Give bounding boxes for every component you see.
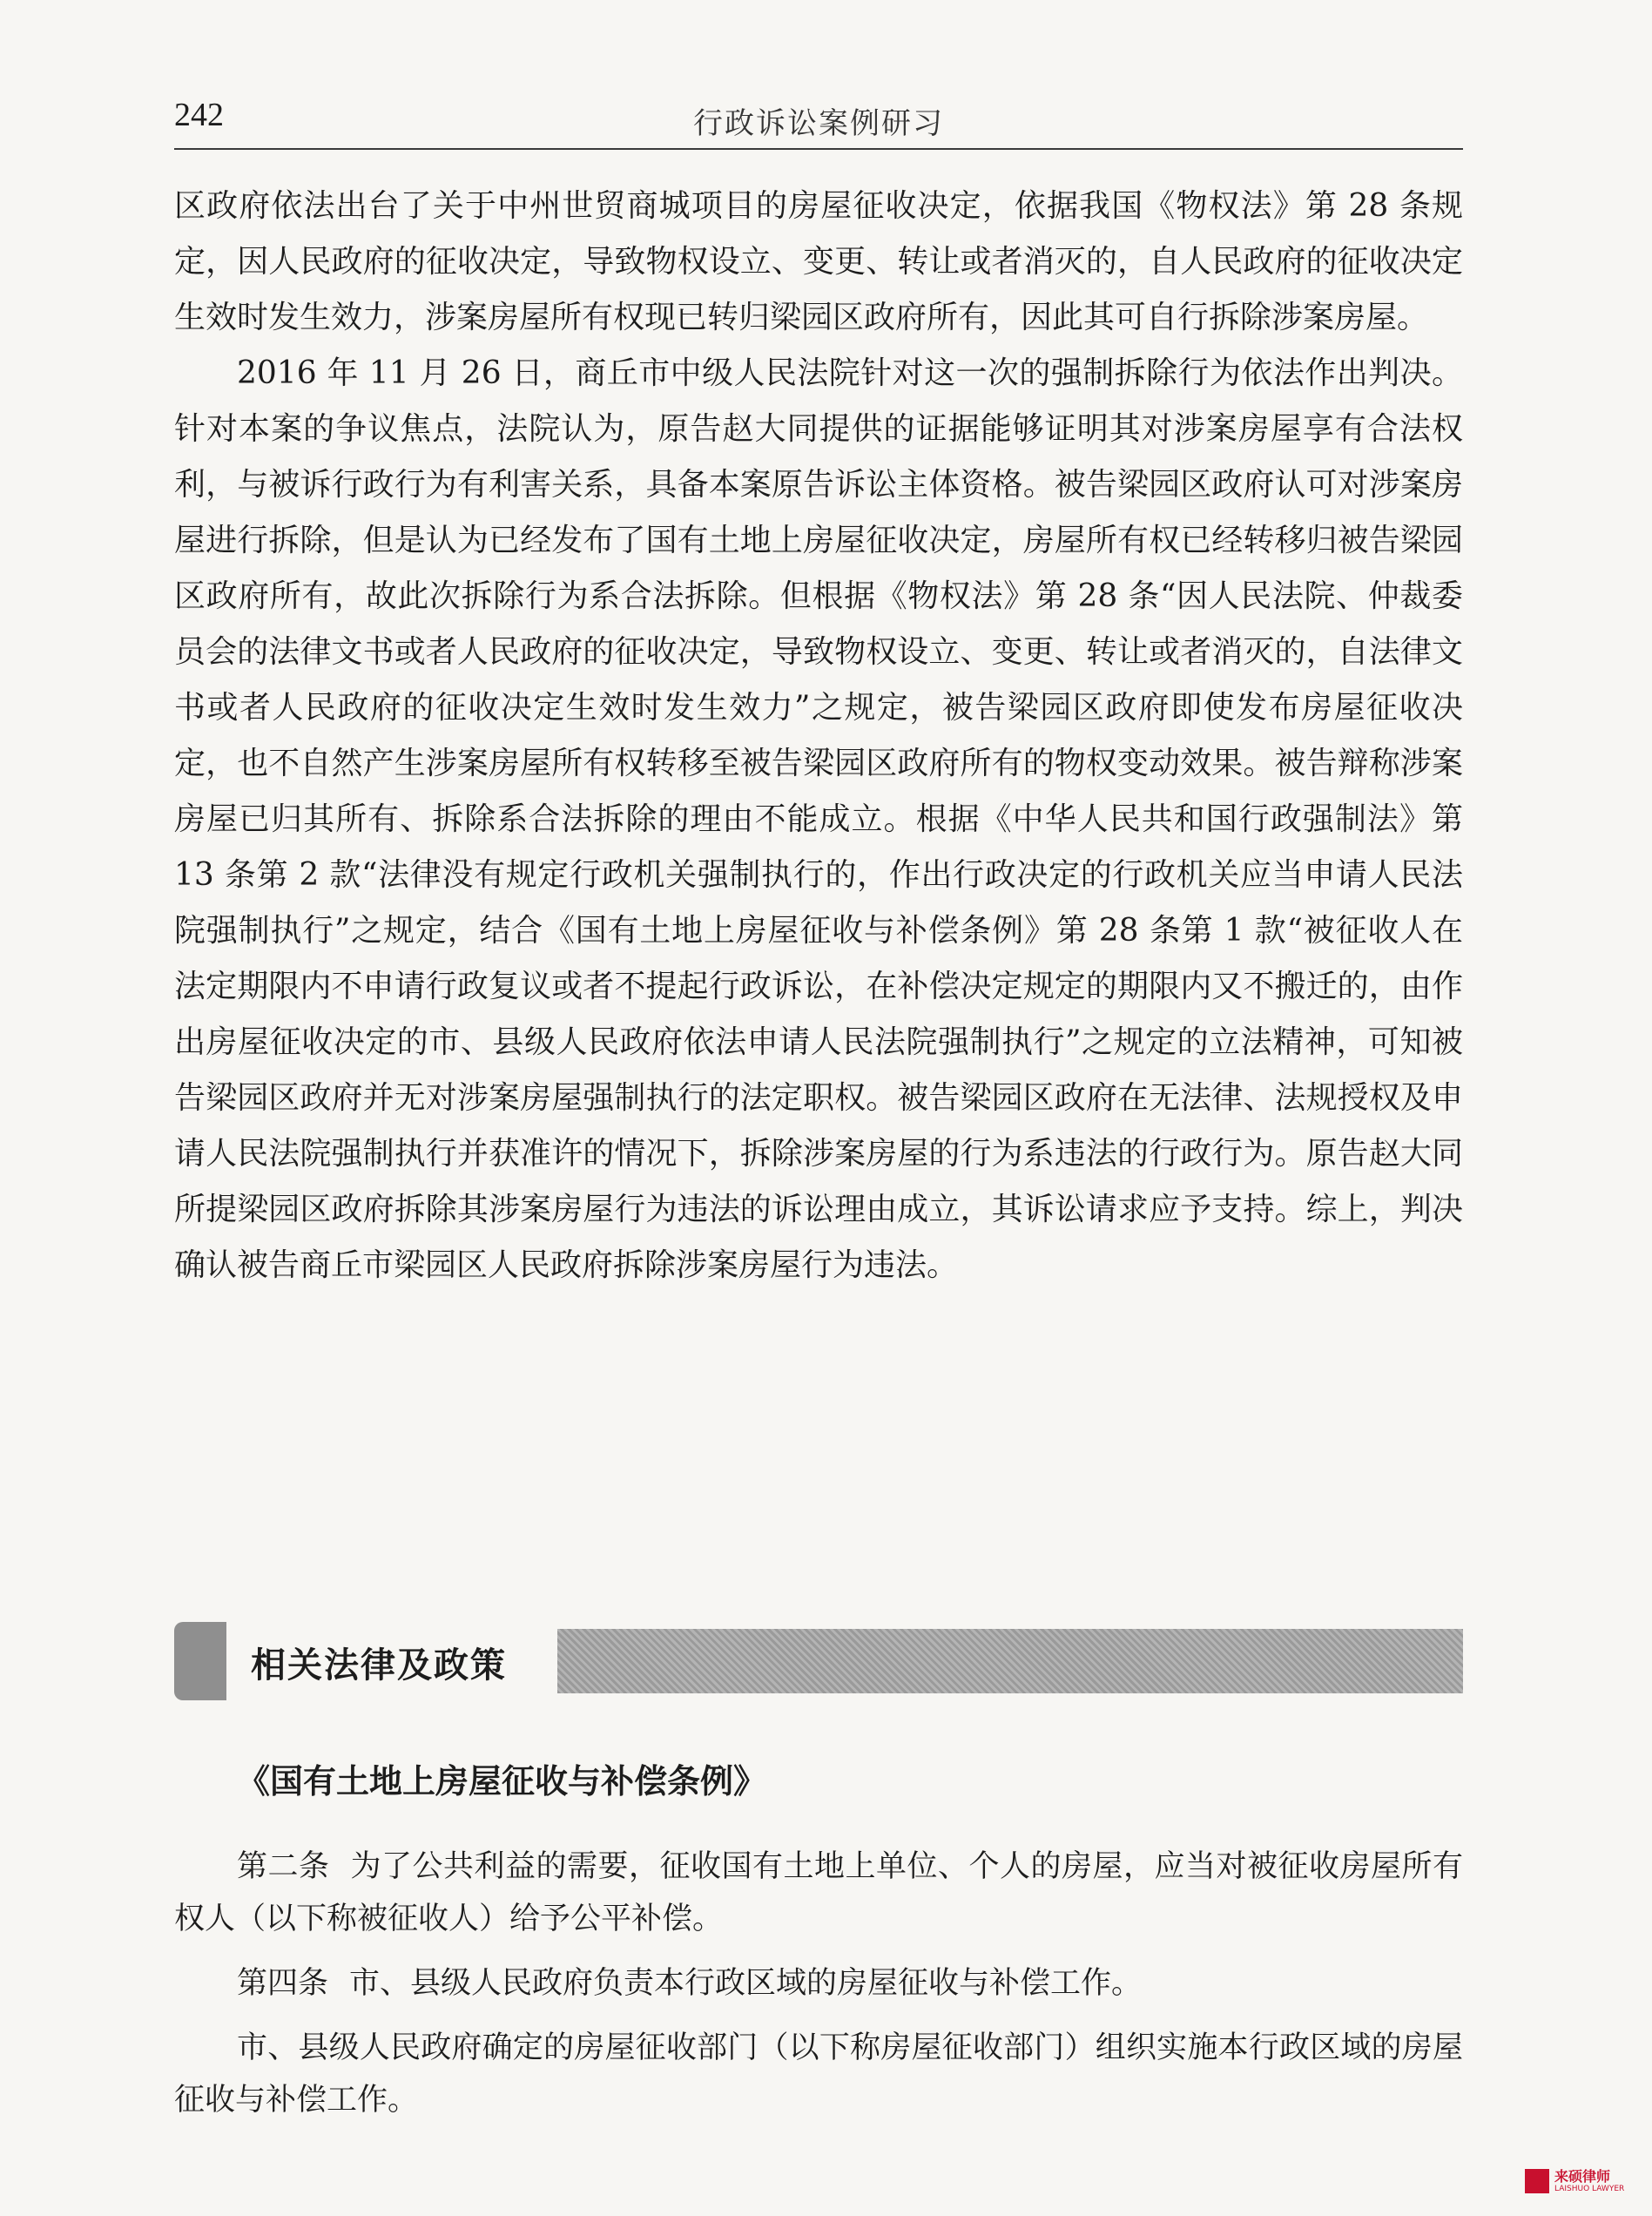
law-article [174, 1841, 1463, 1945]
law-title: 《国有土地上房屋征收与补偿条例》 [237, 1762, 767, 1800]
article-text: 市、县级人民政府负责本行政区域的房屋征收与补偿工作。 [349, 1966, 1143, 2001]
article-text: 为了公共利益的需要，征收国有土地上单位、个人的房屋，应当对被征收房屋所有权人（以下称被征收人）给予公平补偿。 [174, 1849, 1463, 1936]
law-block [174, 1755, 1463, 2138]
section-title: 相关法律及政策 [251, 1645, 507, 1686]
law-article-paragraph: 市、县级人民政府确定的房屋征收部门（以下称房屋征收部门）组织实施本行政区域的房屋征收与补偿工作。 [174, 2030, 1463, 2118]
running-title: 行政诉讼案例研习 [693, 106, 944, 141]
article-label: 第四条 [237, 1966, 329, 2001]
watermark-sub: LAISHUO LAWYER [1554, 2185, 1625, 2193]
law-article [174, 1957, 1463, 2010]
banner-bar-decoration [557, 1629, 1463, 1693]
body-paragraph: 区政府依法出台了关于中州世贸商城项目的房屋征收决定，依据我国《物权法》第 28 条规定，因人民政府的征收决定，导致物权设立、变更、转让或者消灭的，自人民政府的征收决定生效时发生效力，涉案房屋所有权现已转归梁园区政府所有，因此其可自行拆除涉案房屋。 [174, 188, 1463, 335]
section-banner [174, 1622, 1463, 1700]
body-paragraph: 2016 年 11 月 26 日，商丘市中级人民法院针对这一次的强制拆除行为依法作出判决。针对本案的争议焦点，法院认为，原告赵大同提供的证据能够证明其对涉案房屋享有合法权利，与被诉行政行为有利害关系，具备本案原告诉讼主体资格。被告梁园区政府认可对涉案房屋进行拆除，但是认为已经发布了国有土地上房屋征收决定，房屋所有权已经转移归被告梁园区政府所有，故此次拆除行为系合法拆除。但根据《物权法》第 28 条“因人民法院、仲裁委员会的法律文书或者人民政府的征收决定，导致物权设立、变更、转让或者消灭的，自法律文书或者人民政府的征收决定生效时发生效力”之规定，被告梁园区政府即使发布房屋征收决定，也不自然产生涉案房屋所有权转移至被告梁园区政府所有的物权变动效果。被告辩称涉案房屋已归其所有、拆除系合法拆除的理由不能成立。根据《中华人民共和国行政强制法》第 13 条第 2 款“法律没有规定行政机关强制执行的，作出行政决定的行政机关应当申请人民法院强制执行”之规定，结合《国有土地上房屋征收与补偿条例》第 28 条第 1 款“被征收人在法定期限内不申请行政复议或者不提起行政诉讼，在补偿决定规定的期限内又不搬迁的，由作出房屋征收决定的市、县级人民政府依法申请人民法院强制执行”之规定的立法精神，可知被告梁园区政府并无对涉案房屋强制执行的法定职权。被告梁园区政府在无法律、法规授权及申请人民法院强制执行并获准许的情况下，拆除涉案房屋的行为系违法的行政行为。原告赵大同所提梁园区政府拆除其涉案房屋行为违法的诉讼理由成立，其诉讼请求应予支持。综上，判决确认被告商丘市梁园区人民政府拆除涉案房屋行为违法。 [174, 355, 1463, 1283]
watermark-name: 来硕律师 [1554, 2168, 1611, 2185]
page-number: 242 [174, 97, 224, 133]
logo-icon [1525, 2169, 1549, 2193]
body-text [174, 179, 1463, 1294]
page-header [174, 87, 1463, 150]
watermark-logo [1525, 2165, 1629, 2200]
banner-tab-decoration [174, 1622, 226, 1700]
article-label: 第二条 [237, 1849, 330, 1884]
